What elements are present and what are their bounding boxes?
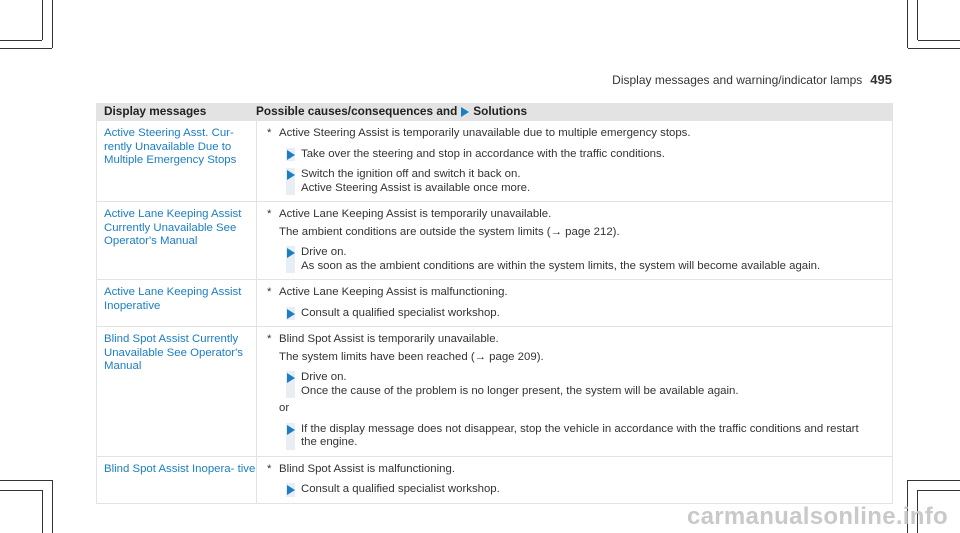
step-text: Switch the ignition off and switch it back on. (301, 168, 521, 180)
crop-mark (0, 490, 42, 491)
play-arrow-icon (287, 170, 295, 180)
causes-cell (257, 457, 892, 503)
bullet-star: * (267, 286, 272, 298)
crop-mark (918, 490, 960, 491)
solution-step (267, 148, 884, 162)
play-arrow-icon (287, 485, 295, 495)
step-text: Take over the steering and stop in accordance with the traffic conditions. (301, 147, 665, 160)
step-text: Drive on. (301, 246, 347, 258)
play-arrow-icon (287, 373, 295, 383)
cause-item (267, 127, 884, 141)
causes-cell (257, 327, 892, 456)
crop-mark (918, 40, 960, 41)
step-text: Consult a qualified specialist workshop. (301, 483, 500, 495)
info-text: The system limits have been reached (→ page 209). (279, 350, 544, 363)
crop-mark (0, 480, 52, 481)
bullet-star: * (267, 462, 272, 475)
table-row (97, 457, 892, 504)
or-separator: or (279, 402, 290, 414)
play-arrow-icon (287, 150, 295, 160)
solution-step (267, 371, 884, 398)
table-row (97, 327, 892, 457)
solution-step (267, 307, 884, 321)
crop-mark (908, 480, 960, 481)
play-arrow-icon (287, 425, 295, 435)
col-header-solutions-label: Solutions (473, 104, 528, 119)
step-result-text: Once the cause of the problem is no longer present, the system will be available again. (301, 384, 739, 397)
display-messages-table (96, 103, 893, 504)
crop-mark (52, 0, 53, 48)
table-row (97, 121, 892, 202)
display-message-text: Blind Spot Assist Inopera- tive (97, 457, 257, 503)
play-arrow-icon (287, 309, 295, 319)
step-bar (286, 371, 295, 398)
table-header (97, 103, 892, 121)
bullet-star: * (267, 333, 272, 345)
step-text: If the display message does not disappear, stop the vehicle in accordance with the traffic conditions and restart (301, 422, 859, 435)
bullet-star: * (267, 127, 272, 139)
solution-step (267, 423, 884, 450)
step-bar (286, 483, 295, 497)
crop-mark (917, 0, 918, 40)
step-bar (286, 246, 295, 273)
cause-item (267, 333, 884, 347)
display-message-text: Active Lane Keeping Assist Currently Unavailable See Operator's Manual (97, 202, 257, 279)
crop-mark (42, 490, 43, 533)
cause-text: Active Lane Keeping Assist is malfunctioning. (279, 286, 508, 298)
display-message-text: Blind Spot Assist Currently Unavailable See Operator's Manual (97, 327, 257, 456)
solution-step (267, 168, 884, 195)
info-text: The ambient conditions are outside the system limits (→ page 212). (279, 225, 620, 238)
running-head (612, 72, 892, 87)
display-message-text: Active Lane Keeping Assist Inoperative (97, 280, 257, 326)
crop-mark (42, 0, 43, 40)
solution-step (267, 246, 884, 273)
cause-text: Active Steering Assist is temporarily unavailable due to multiple emergency stops. (279, 127, 691, 139)
step-bar (286, 423, 295, 450)
watermark: carmanualsonline.info (686, 503, 948, 530)
crop-mark (907, 0, 908, 48)
cause-item (267, 286, 884, 300)
causes-cell (257, 121, 892, 201)
play-arrow-icon (461, 107, 469, 117)
causes-cell (257, 280, 892, 326)
step-result-text: As soon as the ambient conditions are within the system limits, the system will become available again. (301, 259, 821, 272)
crop-mark (0, 48, 52, 49)
display-message-text: Active Steering Asst. Cur- rently Unavailable Due to Multiple Emergency Stops (97, 121, 257, 201)
causes-cell (257, 202, 892, 279)
col-header-display-messages: Display messages (104, 104, 207, 119)
running-head-title: Display messages and warning/indicator lamps (612, 73, 863, 87)
col-header-causes-label: Possible causes/consequences and (256, 104, 458, 119)
cause-text: Blind Spot Assist is malfunctioning. (279, 462, 456, 475)
cause-item (267, 463, 884, 477)
crop-mark (52, 480, 53, 533)
step-bar (286, 148, 295, 162)
col-header-causes-solutions (249, 105, 892, 119)
crop-mark (0, 40, 42, 41)
page-number: 495 (870, 72, 892, 87)
cause-text: Active Lane Keeping Assist is temporarily unavailable. (279, 208, 552, 220)
step-bar (286, 168, 295, 195)
step-bar (286, 307, 295, 321)
solution-step (267, 483, 884, 497)
cause-item (267, 208, 884, 222)
step-text: Drive on. (301, 371, 347, 383)
table-row (97, 280, 892, 327)
crop-mark (908, 48, 960, 49)
table-row (97, 202, 892, 280)
step-text: Consult a qualified specialist workshop. (301, 306, 500, 319)
step-result-text: Active Steering Assist is available once more. (301, 181, 531, 194)
play-arrow-icon (287, 248, 295, 258)
step-text-continued: the engine. (301, 436, 358, 448)
cause-text: Blind Spot Assist is temporarily unavailable. (279, 333, 499, 345)
bullet-star: * (267, 208, 272, 220)
